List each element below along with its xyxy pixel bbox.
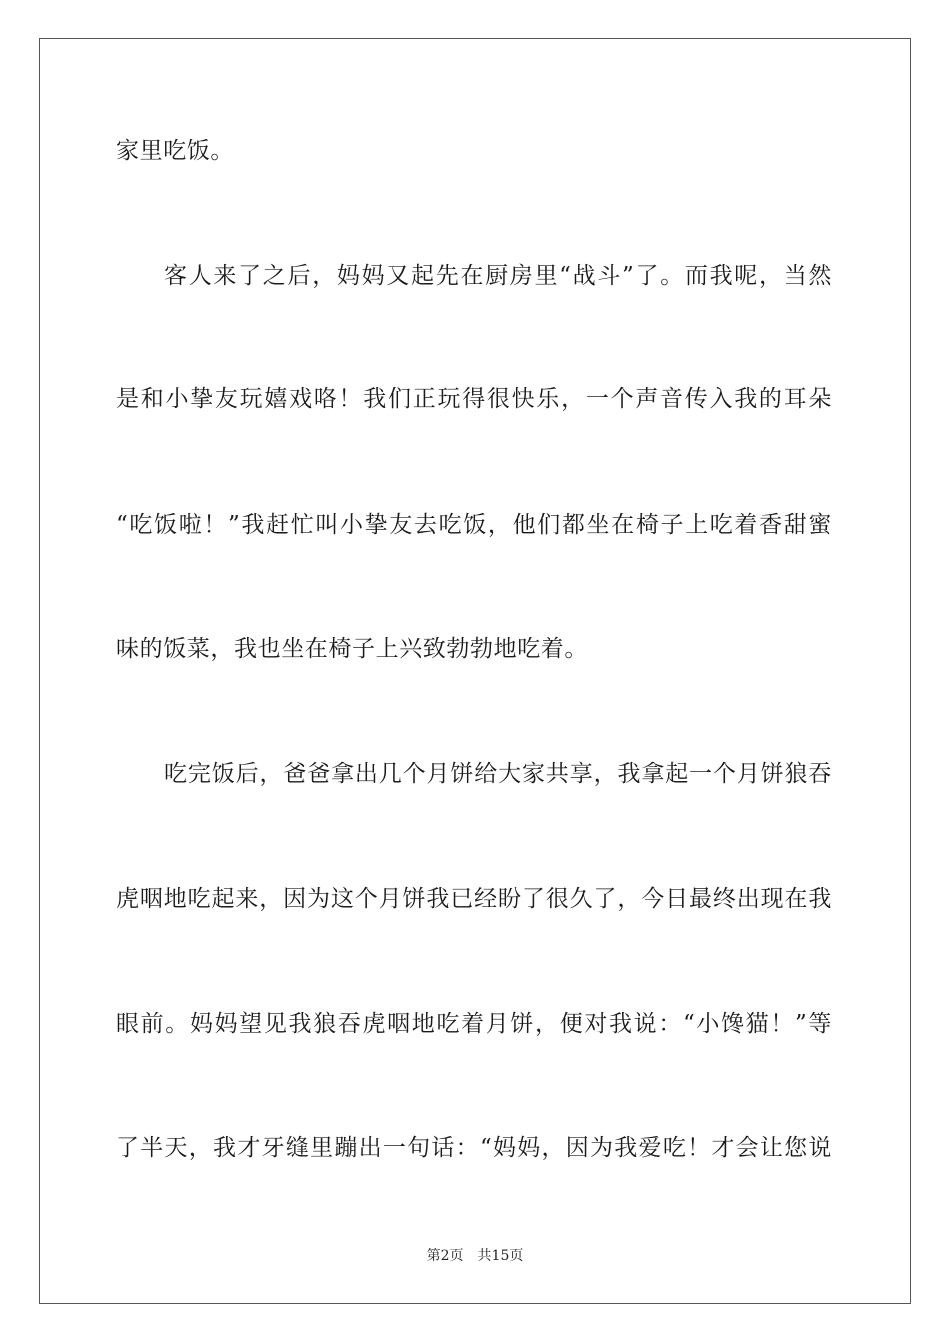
- text-line-9: 了半天，我才牙缝里蹦出一句话：“妈妈，因为我爱吃！才会让您说: [116, 1135, 832, 1161]
- text-line-1: 家里吃饭。: [116, 138, 234, 164]
- text-line-4: “吃饭啦！”我赶忙叫小挚友去吃饭，他们都坐在椅子上吃着香甜蜜: [116, 512, 832, 538]
- text-line-6: 吃完饭后，爸爸拿出几个月饼给大家共享，我拿起一个月饼狼吞: [164, 761, 832, 787]
- page-number: 第2页: [426, 1248, 464, 1264]
- text-line-3: 是和小挚友玩嬉戏咯！我们正玩得很快乐，一个声音传入我的耳朵: [116, 386, 832, 412]
- text-line-2: 客人来了之后，妈妈又起先在厨房里“战斗”了。而我呢，当然: [164, 263, 832, 289]
- page-border: [39, 38, 911, 1304]
- text-line-7: 虎咽地吃起来，因为这个月饼我已经盼了很久了，今日最终出现在我: [116, 886, 832, 912]
- text-line-5: 味的饭菜，我也坐在椅子上兴致勃勃地吃着。: [116, 636, 588, 662]
- text-line-8: 眼前。妈妈望见我狼吞虎咽地吃着月饼，便对我说：“小馋猫！”等: [116, 1011, 832, 1037]
- page-total: 共15页: [477, 1248, 524, 1264]
- page-footer: [0, 1246, 950, 1266]
